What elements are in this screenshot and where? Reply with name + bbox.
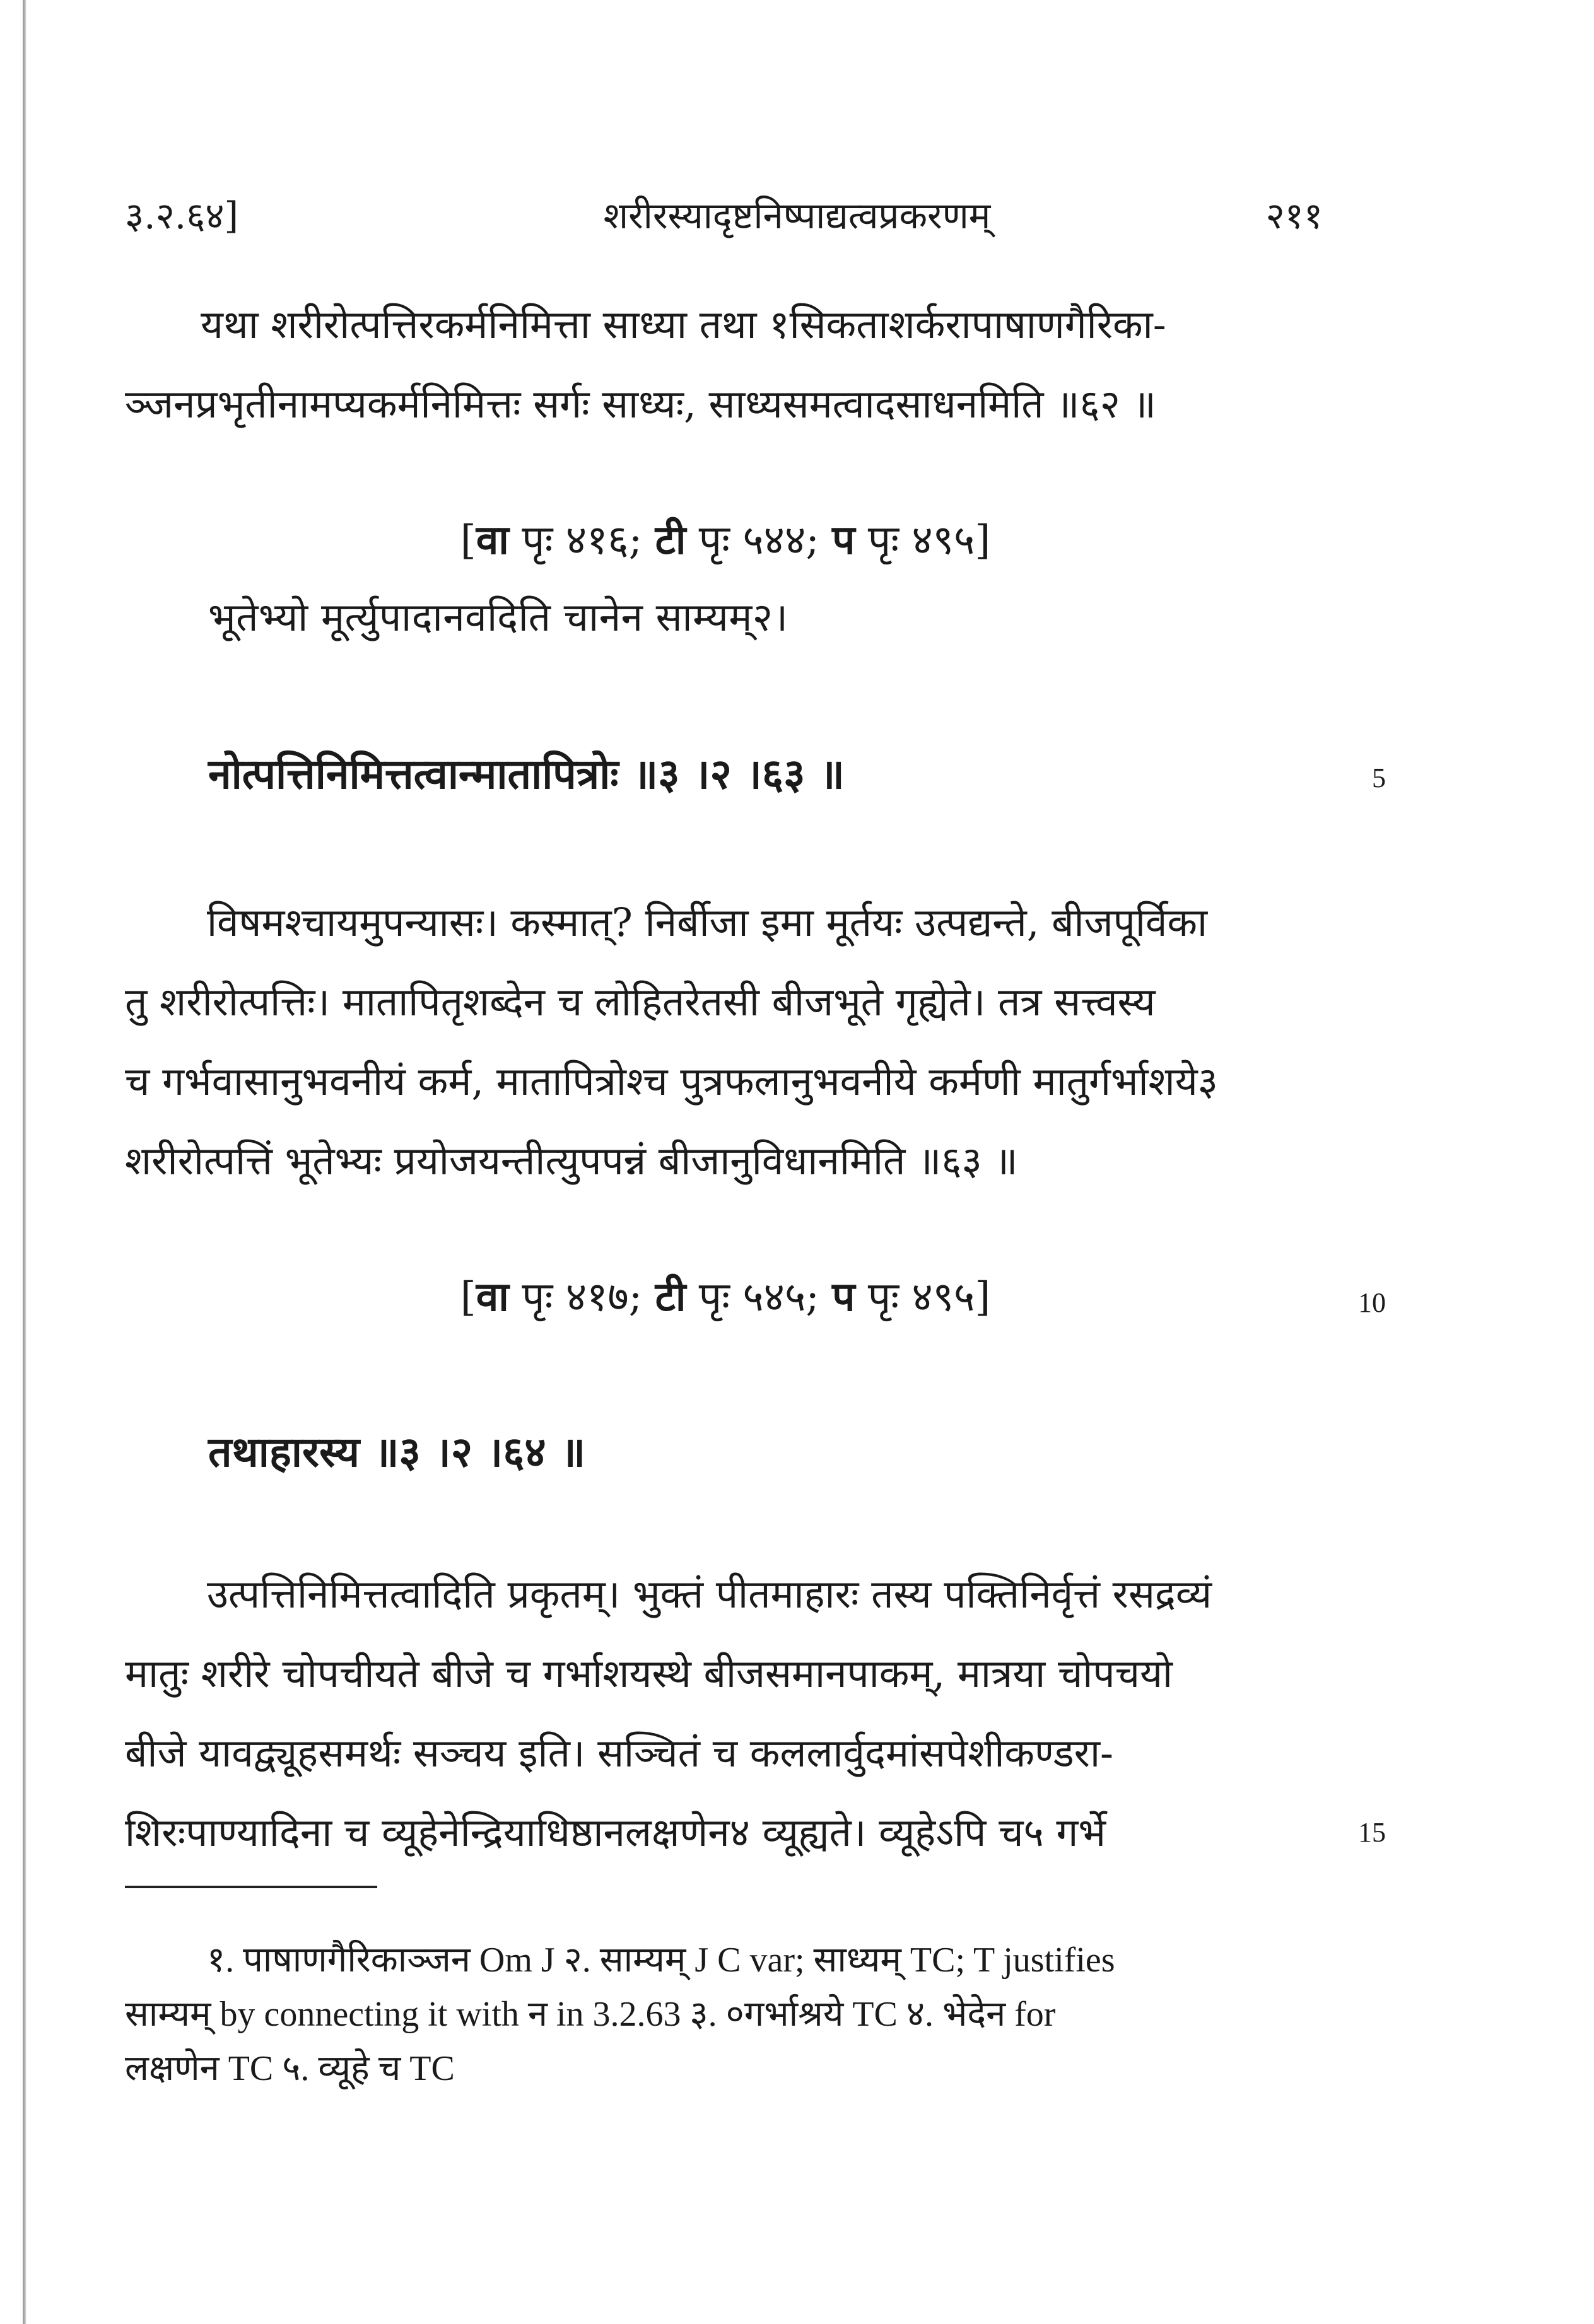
footnote-line: लक्षणेन TC ५. व्यूहे च TC	[125, 2049, 455, 2088]
ref-va: वा	[476, 517, 509, 564]
ref-va-page: पृः ४१७;	[522, 1274, 643, 1321]
ref-ti-page: पृः ५४५;	[698, 1274, 819, 1321]
scan-edge	[23, 0, 26, 2324]
line-number-10: 10	[1358, 1287, 1386, 1318]
ref-ti: टी	[655, 517, 686, 564]
paragraph-62	[125, 285, 1311, 444]
footnote-line: साम्यम् by connecting it with न in 3.2.63 ३. ०गर्भाश्रये TC ४. भेदेन for	[125, 1995, 1056, 2034]
reference-line-2	[0, 1268, 1451, 1323]
reference-note: भूतेभ्यो मूर्त्युपादानवदिति चानेन साम्यम्२।	[208, 594, 788, 640]
header-left-ref: ३.२.६४]	[125, 194, 239, 237]
sutra-3-2-63: नोत्पत्तिनिमित्तत्वान्मातापित्रोः ॥३ ।२ ।६३ ॥	[208, 749, 845, 798]
bracket-open: [	[460, 1274, 476, 1321]
text-line: विषमश्चायमुपन्यासः। कस्मात्? निर्बीजा इमा मूर्तयः उत्पद्यन्ते, बीजपूर्विका	[207, 899, 1208, 945]
sutra-3-2-64: तथाहारस्य ॥३ ।२ ।६४ ॥	[208, 1427, 586, 1476]
reference-line-1	[0, 511, 1451, 566]
text-line: ञ्जनप्रभृतीनामप्यकर्मनिमित्तः सर्गः साध्यः, साध्यसमत्वादसाधनमिति ॥६२ ॥	[125, 381, 1156, 427]
page-number: २११	[1265, 194, 1323, 237]
footnote-rule	[125, 1886, 377, 1888]
text-line: तु शरीरोत्पत्तिः। मातापितृशब्देन च लोहितरेतसी बीजभूते गृह्येते। तत्र सत्त्वस्य	[125, 979, 1156, 1025]
ref-pa-page: पृः ४९५	[867, 1274, 975, 1321]
ref-pa: प	[832, 1273, 855, 1321]
text-line: यथा शरीरोत्पत्तिरकर्मनिमित्ता साध्या तथा १सिकताशर्करापाषाणगैरिका-	[201, 301, 1166, 347]
ref-pa: प	[832, 517, 855, 564]
text-line: बीजे यावद्व्यूहसमर्थः सञ्चय इति। सञ्चितं च कललार्वुदमांसपेशीकण्डरा-	[125, 1730, 1113, 1776]
footnote-line: १. पाषाणगैरिकाञ्जन Om J २. साम्यम् J C var; साध्यम् TC; T justifies	[207, 1941, 1115, 1980]
text-line: उत्पत्तिनिमित्तत्वादिति प्रकृतम्। भुक्तं पीतमाहारः तस्य पक्तिनिर्वृत्तं रसद्रव्यं	[207, 1571, 1212, 1617]
header-title: शरीरस्यादृष्टनिष्पाद्यत्वप्रकरणम्	[603, 194, 991, 237]
text-line: मातुः शरीरे चोपचीयते बीजे च गर्भाशयस्थे बीजसमानपाकम्, मात्रया चोपचयो	[125, 1650, 1173, 1696]
ref-ti: टी	[655, 1273, 686, 1321]
line-number-15: 15	[1358, 1817, 1386, 1848]
line-number-5: 5	[1372, 762, 1386, 793]
text-line: शिरःपाण्यादिना च व्यूहेनेन्द्रियाधिष्ठानलक्षणेन४ व्यूह्यते। व्यूहेऽपि च५ गर्भे	[125, 1809, 1106, 1855]
ref-pa-page: पृः ४९५	[867, 517, 975, 564]
text-line: शरीरोत्पत्तिं भूतेभ्यः प्रयोजयन्तीत्युपपन्नं बीजानुविधानमिति ॥६३ ॥	[125, 1138, 1018, 1184]
paragraph-63	[125, 883, 1311, 1201]
paragraph-64	[125, 1555, 1311, 1872]
footnotes	[125, 1933, 1311, 2096]
ref-ti-page: पृः ५४४;	[698, 517, 819, 564]
bracket-close: ]	[975, 517, 991, 564]
text-line: च गर्भवासानुभवनीयं कर्म, मातापित्रोश्च पुत्रफलानुभवनीये कर्मणी मातुर्गर्भाशये३	[125, 1058, 1218, 1104]
ref-va-page: पृः ४१६;	[522, 517, 643, 564]
bracket-open: [	[460, 517, 476, 564]
ref-va: वा	[476, 1273, 509, 1321]
bracket-close: ]	[975, 1274, 991, 1321]
